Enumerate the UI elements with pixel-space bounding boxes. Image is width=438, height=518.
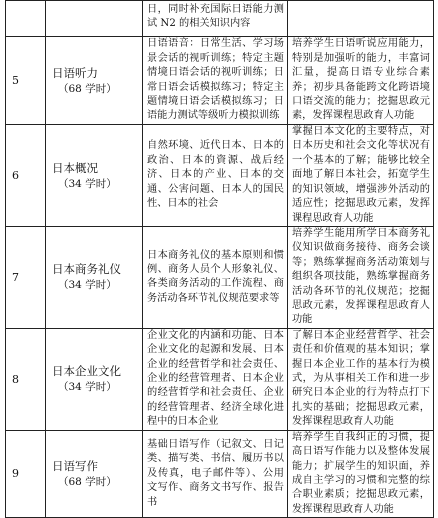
course-hours: （34 学时）	[58, 279, 117, 292]
course-name: 日语写作	[52, 458, 98, 473]
course-index-cell: 9	[6, 430, 46, 517]
course-name-cell	[46, 430, 143, 517]
course-name-cell	[46, 328, 143, 430]
course-goal-cell: 掌握日本文化的主要特点，对日本历史和社会文化等状况有一个基本的了解；能够比较全面地了解日本社会，拓宽学生的知识领域，增强涉外活动的适应性；挖掘思政元素，发挥课程思政育人功能	[288, 125, 434, 227]
course-name: 日本商务礼仪	[52, 262, 121, 277]
table-row	[6, 37, 434, 125]
course-content-cell: 日语语音：日常生活、学习场景会话的视听训练；特定主题情境日语会话的视听训练；日常日语会话模拟练习；特定主题情境日语会话模拟练习；日语能力测试等级听力模拟训练	[143, 37, 288, 125]
course-name-cell	[46, 37, 143, 125]
course-content-cell: 日，同时补充国际日语能力测试 N2 的相关知识内容	[143, 1, 288, 37]
course-name: 日本概况	[52, 160, 98, 175]
course-name-cell	[46, 227, 143, 329]
course-hours: （68 学时）	[58, 475, 117, 488]
table-row	[6, 227, 434, 329]
course-index-cell: 5	[6, 37, 46, 125]
course-index-cell: 6	[6, 125, 46, 227]
course-name: 日本企业文化	[52, 364, 121, 379]
course-goal-cell: 培养学生日语听说应用能力，特别是加强听的能力，丰富词汇量，提高日语专业综合素养；初步具备能跨文化跨语境口语交流的能力；挖掘思政元素，发挥课程思政育人功能	[288, 37, 434, 125]
course-hours: （34 学时）	[58, 177, 117, 190]
course-index-cell: 8	[6, 328, 46, 430]
course-content-cell: 日本商务礼仪的基本原则和惯例、商务人员个人形象礼仪、各类商务活动的工作流程、商务活动各环节礼仪规范要求等	[143, 227, 288, 329]
curriculum-table	[5, 0, 434, 518]
course-goal-cell: 培养学生能用所学日本商务礼仪知识做商务接待、商务会谈等；熟练掌握商务活动策划与组织各项技能，熟练掌握商务活动各环节的礼仪规范；挖掘思政元素，发挥课程思政育人功能	[288, 227, 434, 329]
course-index-cell: 7	[6, 227, 46, 329]
table-row	[6, 430, 434, 517]
course-name: 日语听力	[52, 65, 98, 80]
course-index-cell	[6, 1, 46, 37]
table-row	[6, 125, 434, 227]
course-goal-cell: 培养学生自我纠正的习惯，提高日语写作能力以及整体发展能力；扩展学生的知识面，养成自主学习的习惯和完整的综合职业素质；挖掘思政元素，发挥课程思政育人功能	[288, 430, 434, 517]
table-row	[6, 1, 434, 37]
table-row	[6, 328, 434, 430]
course-content-cell: 基础日语写作（记叙文、日记类、描写类、书信、履历书以及传真，电子邮件等）、公用文写作、商务文书写作、报告书	[143, 430, 288, 517]
course-goal-cell: 了解日本企业经营哲学、社会责任和价值观的基本知识；掌握日本企业工作的基本行为模式，为从事相关工作和进一步研究日本企业的行为特点打下扎实的基础；挖掘思政元素，发挥课程思政育人功能	[288, 328, 434, 430]
course-hours: （68 学时）	[58, 82, 117, 95]
course-name-cell	[46, 1, 143, 37]
course-content-cell: 自然环境、近代日本、日本的政治、日本的資源、战后经济、日本的产业、日本的交通、公害问题、日本人的国民性、日本的社会	[143, 125, 288, 227]
course-goal-cell	[288, 1, 434, 37]
course-hours: （34 学时）	[58, 381, 117, 394]
course-content-cell: 企业文化的内涵和功能、日本企业文化的起源和发展、日本企业的经营哲学和社会责任、企业的经营管理者、日本企业的经营哲学和社会责任、企业的经营管理者、经济全球化进程中的日本企业	[143, 328, 288, 430]
course-name-cell	[46, 125, 143, 227]
